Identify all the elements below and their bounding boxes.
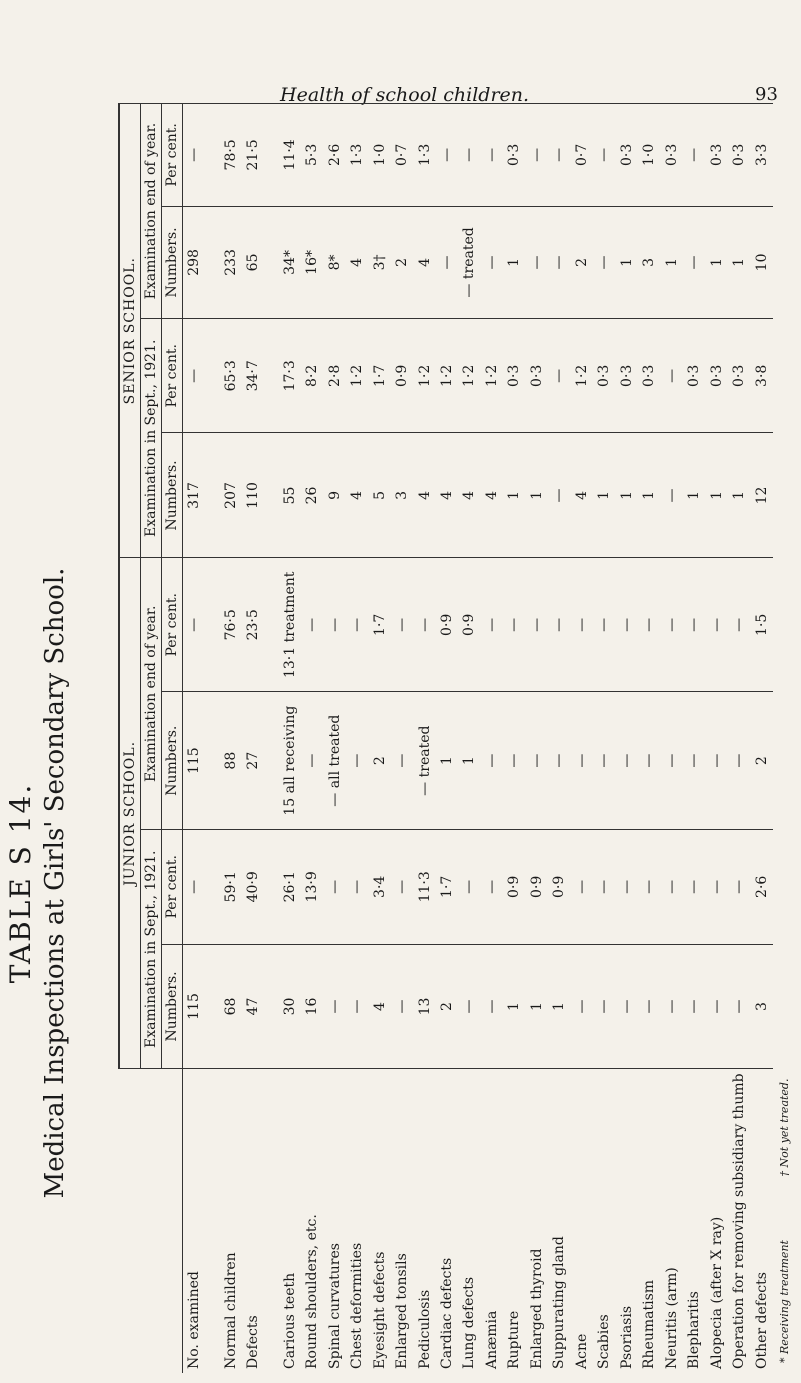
cell-s-sept-p: 0·3 [503, 319, 525, 433]
cell-j-sept-p: — [705, 830, 727, 944]
footnote-not-treated: † Not yet treated. [778, 1078, 791, 1177]
cell-j-sept-n: — [728, 944, 750, 1069]
cell-s-sept-p: 65·3 [220, 319, 242, 433]
cell-j-end-p: 0·9 [436, 558, 458, 692]
spacer-cell [206, 319, 220, 433]
table-row [593, 104, 615, 1374]
cell-j-sept-p: — [183, 830, 206, 944]
row-label: Rupture [503, 1069, 525, 1373]
cell-s-sept-p: 1·2 [571, 319, 593, 433]
cell-s-end-p: — [481, 104, 503, 207]
cell-s-end-n: 16* [301, 206, 323, 318]
cell-s-end-p: 21·5 [242, 104, 264, 207]
cell-s-sept-n: 5 [368, 433, 390, 558]
col-per-cent: Per cent. [162, 104, 183, 207]
cell-s-sept-n: 4 [571, 433, 593, 558]
cell-s-sept-p: 3·8 [750, 319, 773, 433]
spacer-cell [264, 558, 278, 692]
cell-j-end-n: 27 [242, 692, 264, 830]
row-label: Normal children [220, 1069, 242, 1373]
cell-s-sept-n: 317 [183, 433, 206, 558]
col-numbers: Numbers. [162, 206, 183, 318]
cell-s-end-n: — [683, 206, 705, 318]
table-row [526, 104, 548, 1374]
table-row [548, 104, 570, 1374]
cell-s-end-p: 78·5 [220, 104, 242, 207]
spacer-cell [206, 830, 220, 944]
cell-s-end-n: 233 [220, 206, 242, 318]
row-label: Pediculosis [413, 1069, 435, 1373]
cell-j-sept-p: 40·9 [242, 830, 264, 944]
cell-j-sept-n: — [481, 944, 503, 1069]
cell-j-sept-n: — [571, 944, 593, 1069]
cell-j-sept-n: 1 [526, 944, 548, 1069]
row-label: Acne [571, 1069, 593, 1373]
cell-j-sept-p: — [481, 830, 503, 944]
cell-j-end-n: — [571, 692, 593, 830]
table-row [660, 104, 682, 1374]
senior-sept-header: Examination in Sept., 1921. [141, 319, 162, 558]
cell-j-sept-p: — [391, 830, 413, 944]
table-row [301, 104, 323, 1374]
cell-j-end-p: — [481, 558, 503, 692]
cell-s-end-p: 0·7 [391, 104, 413, 207]
spacer-cell [264, 944, 278, 1069]
cell-j-end-p: — [728, 558, 750, 692]
cell-j-sept-p: 2·6 [750, 830, 773, 944]
row-label: Enlarged tonsils [391, 1069, 413, 1373]
cell-j-end-n: — [346, 692, 368, 830]
cell-j-end-n: — [616, 692, 638, 830]
cell-s-end-n: 1 [660, 206, 682, 318]
table-row [413, 104, 435, 1374]
table-row [436, 104, 458, 1374]
cell-j-end-p: — [413, 558, 435, 692]
cell-j-sept-n: 16 [301, 944, 323, 1069]
cell-j-sept-n: 68 [220, 944, 242, 1069]
cell-j-sept-n: 1 [548, 944, 570, 1069]
spacer-cell [206, 104, 220, 207]
cell-s-end-p: — [183, 104, 206, 207]
row-spacer [264, 104, 278, 1374]
cell-s-sept-n: 3 [391, 433, 413, 558]
cell-s-sept-n: 4 [436, 433, 458, 558]
cell-s-sept-n: 4 [346, 433, 368, 558]
row-label: Psoriasis [616, 1069, 638, 1373]
table-row [705, 104, 727, 1374]
cell-s-sept-n: 26 [301, 433, 323, 558]
table-row [571, 104, 593, 1374]
cell-s-end-p: 2·6 [323, 104, 345, 207]
cell-j-sept-n: — [346, 944, 368, 1069]
cell-j-end-p: — [571, 558, 593, 692]
cell-s-end-n: 10 [750, 206, 773, 318]
cell-s-sept-p: 1·2 [413, 319, 435, 433]
table-row [503, 104, 525, 1374]
spacer-cell [206, 1069, 220, 1373]
cell-j-end-n: — [638, 692, 660, 830]
cell-s-sept-p: 2·8 [323, 319, 345, 433]
cell-j-end-n: 88 [220, 692, 242, 830]
cell-s-sept-p: 0·3 [593, 319, 615, 433]
junior-sept-header: Examination in Sept., 1921. [141, 830, 162, 1069]
cell-j-end-n: — treated [413, 692, 435, 830]
cell-j-sept-n: 47 [242, 944, 264, 1069]
cell-s-end-n: — [526, 206, 548, 318]
row-label: Anæmia [481, 1069, 503, 1373]
cell-s-end-n: 1 [616, 206, 638, 318]
col-numbers: Numbers. [162, 692, 183, 830]
cell-s-sept-p: 0·3 [683, 319, 705, 433]
col-numbers: Numbers. [162, 944, 183, 1069]
table-row [458, 104, 480, 1374]
row-label: Eyesight defects [368, 1069, 390, 1373]
cell-j-sept-p: 13·9 [301, 830, 323, 944]
row-spacer [206, 104, 220, 1374]
row-label: Operation for removing subsidiary thumb [728, 1069, 750, 1373]
table-row [638, 104, 660, 1374]
cell-j-sept-n: 13 [413, 944, 435, 1069]
cell-j-sept-p: — [458, 830, 480, 944]
spacer-cell [206, 944, 220, 1069]
cell-s-end-n: 4 [413, 206, 435, 318]
cell-j-end-p: 1·7 [368, 558, 390, 692]
table-row [391, 104, 413, 1374]
cell-j-end-n: — [301, 692, 323, 830]
cell-s-sept-n: 1 [503, 433, 525, 558]
junior-end-header: Examination end of year. [141, 558, 162, 830]
cell-s-sept-p: 0·3 [638, 319, 660, 433]
cell-s-sept-n: 9 [323, 433, 345, 558]
cell-j-end-p: — [503, 558, 525, 692]
cell-j-end-n: — [503, 692, 525, 830]
col-per-cent: Per cent. [162, 319, 183, 433]
cell-s-end-p: — [593, 104, 615, 207]
cell-j-sept-p: — [346, 830, 368, 944]
spacer-cell [206, 692, 220, 830]
cell-j-end-p: 23·5 [242, 558, 264, 692]
cell-s-end-p: — [436, 104, 458, 207]
cell-s-sept-p: — [548, 319, 570, 433]
cell-j-sept-n: 115 [183, 944, 206, 1069]
cell-s-end-p: 1·0 [368, 104, 390, 207]
cell-j-end-n: — [548, 692, 570, 830]
row-label: Blepharitis [683, 1069, 705, 1373]
cell-j-end-p: 0·9 [458, 558, 480, 692]
table-row [183, 104, 206, 1374]
cell-j-end-n: 1 [458, 692, 480, 830]
cell-j-sept-p: — [728, 830, 750, 944]
cell-s-sept-n: 55 [278, 433, 300, 558]
cell-s-end-n: — treated [458, 206, 480, 318]
cell-j-end-n: 15 all receiving [278, 692, 300, 830]
cell-j-sept-n: — [705, 944, 727, 1069]
cell-s-end-n: 65 [242, 206, 264, 318]
senior-end-header: Examination end of year. [141, 104, 162, 319]
cell-j-sept-p: — [571, 830, 593, 944]
cell-s-end-n: 1 [503, 206, 525, 318]
cell-s-end-n: 1 [705, 206, 727, 318]
cell-s-end-p: — [458, 104, 480, 207]
cell-j-end-n: 2 [750, 692, 773, 830]
cell-j-end-n: — [728, 692, 750, 830]
table-row [616, 104, 638, 1374]
cell-j-sept-p: 26·1 [278, 830, 300, 944]
table-row [683, 104, 705, 1374]
cell-s-sept-n: 1 [728, 433, 750, 558]
cell-j-end-p: — [683, 558, 705, 692]
cell-s-end-p: 11·4 [278, 104, 300, 207]
spacer-cell [264, 1069, 278, 1373]
footnote-receiving: * Receiving treatment [778, 1240, 791, 1363]
cell-s-sept-n: — [660, 433, 682, 558]
cell-s-end-n: 3† [368, 206, 390, 318]
cell-j-sept-p: 1·7 [436, 830, 458, 944]
cell-j-end-p: — [323, 558, 345, 692]
spacer-cell [264, 692, 278, 830]
cell-s-sept-n: 4 [481, 433, 503, 558]
cell-j-sept-p: 0·9 [548, 830, 570, 944]
inspection-table [118, 103, 773, 1373]
cell-s-end-n: 8* [323, 206, 345, 318]
cell-s-end-n: — [548, 206, 570, 318]
row-label: Carious teeth [278, 1069, 300, 1373]
cell-s-end-n: 3 [638, 206, 660, 318]
row-label: Defects [242, 1069, 264, 1373]
cell-j-end-p: — [301, 558, 323, 692]
spacer-cell [206, 558, 220, 692]
cell-s-sept-n: 4 [413, 433, 435, 558]
cell-j-end-n: — [593, 692, 615, 830]
cell-j-sept-p: — [660, 830, 682, 944]
cell-j-sept-p: 0·9 [503, 830, 525, 944]
cell-j-end-p: — [705, 558, 727, 692]
cell-s-end-p: 1·0 [638, 104, 660, 207]
cell-j-end-p: — [526, 558, 548, 692]
cell-j-end-n: — [683, 692, 705, 830]
table-row [346, 104, 368, 1374]
cell-s-end-n: 1 [728, 206, 750, 318]
cell-s-end-p: — [526, 104, 548, 207]
cell-s-end-p: 1·3 [413, 104, 435, 207]
cell-j-sept-n: — [683, 944, 705, 1069]
cell-s-end-p: 3·3 [750, 104, 773, 207]
row-label: Rheumatism [638, 1069, 660, 1373]
cell-j-end-n: — [526, 692, 548, 830]
row-label: Lung defects [458, 1069, 480, 1373]
cell-s-sept-n: — [548, 433, 570, 558]
cell-j-end-n: 115 [183, 692, 206, 830]
cell-s-sept-p: 0·9 [391, 319, 413, 433]
cell-j-sept-n: — [593, 944, 615, 1069]
row-label: No. examined [183, 1069, 206, 1373]
cell-s-end-n: 2 [391, 206, 413, 318]
row-label: Spinal curvatures [323, 1069, 345, 1373]
running-head: Health of school children. [280, 84, 530, 106]
cell-j-sept-n: — [458, 944, 480, 1069]
cell-j-end-n: 1 [436, 692, 458, 830]
table-number: TABLE S 14. [4, 782, 37, 984]
cell-s-end-p: — [548, 104, 570, 207]
table-row [242, 104, 264, 1374]
cell-j-sept-n: 30 [278, 944, 300, 1069]
cell-s-sept-p: 0·3 [616, 319, 638, 433]
senior-school-header: SENIOR SCHOOL. [119, 104, 141, 558]
cell-j-sept-n: 3 [750, 944, 773, 1069]
cell-j-end-p: — [548, 558, 570, 692]
cell-j-sept-p: 0·9 [526, 830, 548, 944]
cell-j-end-n: — [660, 692, 682, 830]
row-label: Enlarged thyroid [526, 1069, 548, 1373]
cell-j-end-p: 13·1 treatment [278, 558, 300, 692]
cell-j-sept-p: — [593, 830, 615, 944]
cell-s-sept-p: 1·2 [436, 319, 458, 433]
spacer-cell [206, 433, 220, 558]
cell-j-end-p: — [638, 558, 660, 692]
cell-j-sept-p: — [323, 830, 345, 944]
cell-j-sept-n: — [660, 944, 682, 1069]
cell-j-sept-n: — [616, 944, 638, 1069]
spacer-cell [206, 206, 220, 318]
page-number: 93 [755, 84, 778, 105]
table-row [323, 104, 345, 1374]
junior-school-header: JUNIOR SCHOOL. [119, 558, 141, 1069]
cell-s-end-p: 0·3 [616, 104, 638, 207]
cell-j-end-n: 2 [368, 692, 390, 830]
cell-s-end-p: 0·3 [705, 104, 727, 207]
cell-j-end-p: — [346, 558, 368, 692]
cell-j-end-p: 76·5 [220, 558, 242, 692]
table-body [183, 104, 774, 1374]
row-label: Alopecia (after X ray) [705, 1069, 727, 1373]
cell-s-sept-n: 1 [705, 433, 727, 558]
cell-j-end-n: — [481, 692, 503, 830]
cell-s-sept-p: 0·3 [728, 319, 750, 433]
col-per-cent: Per cent. [162, 830, 183, 944]
cell-j-sept-n: — [391, 944, 413, 1069]
cell-s-sept-p: 8·2 [301, 319, 323, 433]
cell-j-sept-p: 59·1 [220, 830, 242, 944]
cell-s-sept-p: 0·3 [705, 319, 727, 433]
row-label: Scabies [593, 1069, 615, 1373]
cell-s-end-n: — [436, 206, 458, 318]
cell-s-end-p: 0·7 [571, 104, 593, 207]
cell-j-sept-p: — [638, 830, 660, 944]
spacer-cell [264, 104, 278, 207]
cell-s-end-n: 4 [346, 206, 368, 318]
cell-s-end-p: 0·3 [728, 104, 750, 207]
cell-j-end-n: — all treated [323, 692, 345, 830]
cell-j-end-p: — [183, 558, 206, 692]
footnote [778, 1019, 791, 1363]
cell-s-sept-n: 1 [638, 433, 660, 558]
cell-s-end-p: — [683, 104, 705, 207]
cell-s-end-p: 0·3 [503, 104, 525, 207]
table-row [278, 104, 300, 1374]
cell-s-sept-p: 1·2 [481, 319, 503, 433]
cell-s-end-p: 5·3 [301, 104, 323, 207]
cell-j-sept-n: 4 [368, 944, 390, 1069]
table-row [750, 104, 773, 1374]
cell-s-sept-p: 1·2 [346, 319, 368, 433]
cell-s-sept-n: 1 [526, 433, 548, 558]
cell-s-sept-n: 12 [750, 433, 773, 558]
cell-j-sept-n: 1 [503, 944, 525, 1069]
cell-j-end-p: — [593, 558, 615, 692]
cell-j-end-p: — [391, 558, 413, 692]
spacer-cell [264, 319, 278, 433]
cell-j-sept-p: 3·4 [368, 830, 390, 944]
spacer-cell [264, 830, 278, 944]
row-label-header [119, 1069, 183, 1373]
cell-j-end-p: — [660, 558, 682, 692]
cell-s-end-n: — [481, 206, 503, 318]
table-row [368, 104, 390, 1374]
cell-s-sept-p: 1·7 [368, 319, 390, 433]
cell-s-sept-p: 0·3 [526, 319, 548, 433]
row-label: Other defects [750, 1069, 773, 1373]
col-per-cent: Per cent. [162, 558, 183, 692]
cell-j-end-p: 1·5 [750, 558, 773, 692]
table-row [728, 104, 750, 1374]
cell-s-end-n: 34* [278, 206, 300, 318]
cell-s-sept-p: 34·7 [242, 319, 264, 433]
col-numbers: Numbers. [162, 433, 183, 558]
spacer-cell [264, 433, 278, 558]
row-label: Neuritis (arm) [660, 1069, 682, 1373]
cell-s-end-n: — [593, 206, 615, 318]
cell-j-end-n: — [391, 692, 413, 830]
cell-s-sept-p: 17·3 [278, 319, 300, 433]
cell-s-sept-n: 207 [220, 433, 242, 558]
cell-j-sept-n: — [638, 944, 660, 1069]
cell-j-sept-n: 2 [436, 944, 458, 1069]
table-caption: Medical Inspections at Girls' Secondary School. [40, 567, 70, 1199]
spacer-cell [264, 206, 278, 318]
cell-s-sept-p: — [660, 319, 682, 433]
cell-s-sept-n: 1 [616, 433, 638, 558]
cell-j-end-p: — [616, 558, 638, 692]
cell-s-end-p: 1·3 [346, 104, 368, 207]
cell-j-sept-p: 11·3 [413, 830, 435, 944]
cell-j-sept-n: — [323, 944, 345, 1069]
cell-s-sept-p: — [183, 319, 206, 433]
cell-j-sept-p: — [616, 830, 638, 944]
cell-s-end-n: 298 [183, 206, 206, 318]
table-row [481, 104, 503, 1374]
table-row [220, 104, 242, 1374]
cell-j-end-n: — [705, 692, 727, 830]
row-label: Chest deformities [346, 1069, 368, 1373]
cell-s-sept-n: 1 [593, 433, 615, 558]
cell-j-sept-p: — [683, 830, 705, 944]
cell-s-sept-n: 1 [683, 433, 705, 558]
cell-s-end-n: 2 [571, 206, 593, 318]
row-label: Cardiac defects [436, 1069, 458, 1373]
cell-s-sept-p: 1·2 [458, 319, 480, 433]
cell-s-sept-n: 4 [458, 433, 480, 558]
row-label: Round shoulders, etc. [301, 1069, 323, 1373]
row-label: Suppurating gland [548, 1069, 570, 1373]
cell-s-sept-n: 110 [242, 433, 264, 558]
cell-s-end-p: 0·3 [660, 104, 682, 207]
